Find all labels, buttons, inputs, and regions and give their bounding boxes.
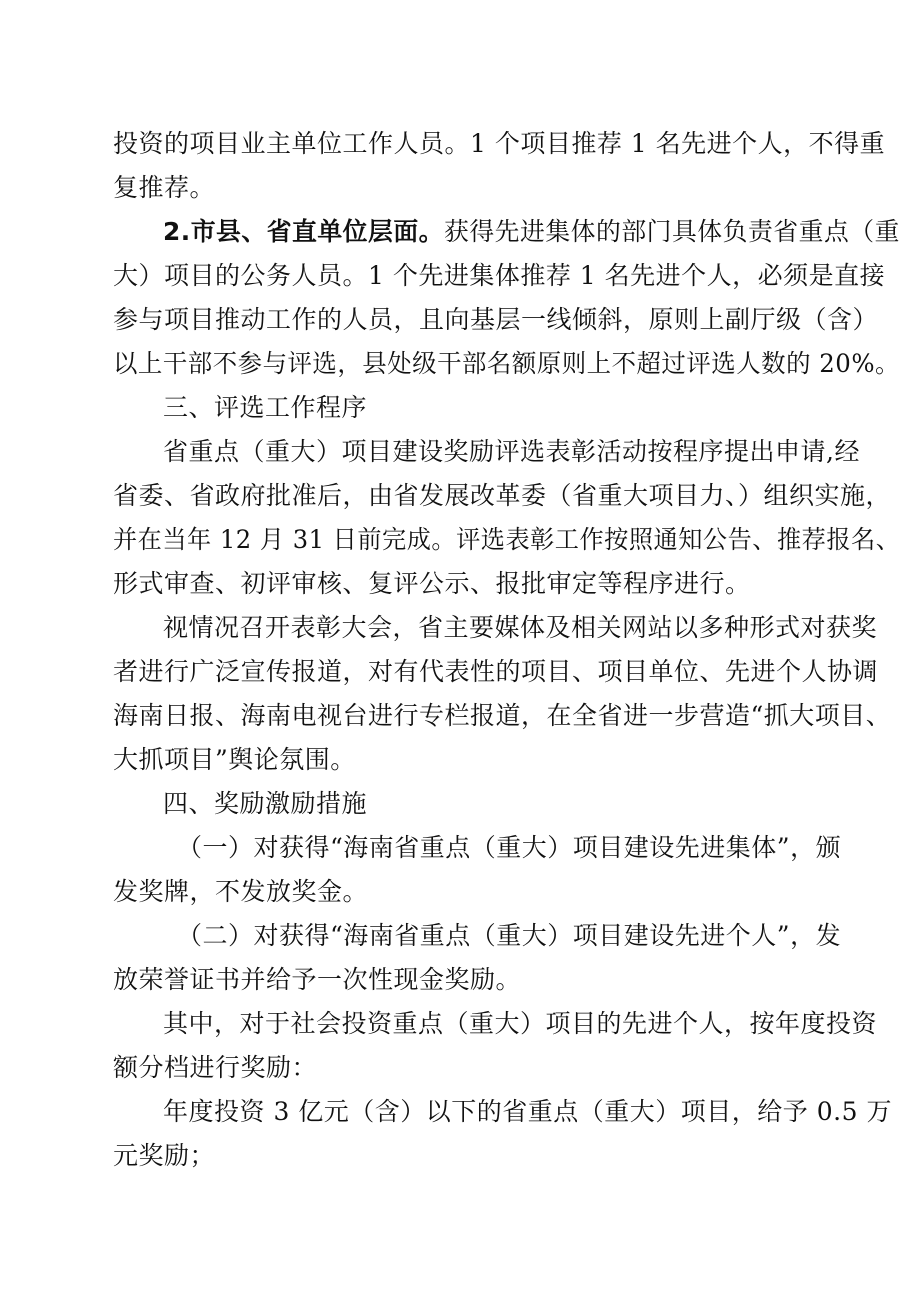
text-line: （一）对获得“海南省重点（重大）项目建设先进集体”，颁 <box>177 833 842 862</box>
text-line: 元奖励； <box>113 1141 216 1170</box>
text-line: 海南日报、海南电视台进行专栏报道，在全省进一步营造“抓大项目、 <box>113 701 892 730</box>
text-line: 以上干部不参与评选，县处级干部名额原则上不超过评选人数的 20%。 <box>113 349 900 378</box>
text-line: 参与项目推动工作的人员，且向基层一线倾斜，原则上副厅级（含） <box>113 305 879 334</box>
section-heading: 三、评选工作程序 <box>163 393 368 422</box>
paragraph-line <box>163 215 900 249</box>
text-line: 省重点（重大）项目建设奖励评选表彰活动按程序提出申请,经 <box>163 437 860 466</box>
text-line: 其中，对于社会投资重点（重大）项目的先进个人，按年度投资 <box>163 1009 878 1038</box>
section-subheading: 2.市县、省直单位层面。 <box>163 217 445 246</box>
text-line: 者进行广泛宣传报道，对有代表性的项目、项目单位、先进个人协调 <box>113 657 879 686</box>
text-line: 省委、省政府批准后，由省发展改革委（省重大项目力、）组织实施， <box>113 481 892 510</box>
text-line: 投资的项目业主单位工作人员。1 个项目推荐 1 名先进个人，不得重 <box>113 129 886 158</box>
text-line: 额分档进行奖励： <box>113 1053 318 1082</box>
text-line: 放荣誉证书并给予一次性现金奖励。 <box>113 965 522 994</box>
text-line: （二）对获得“海南省重点（重大）项目建设先进个人”，发 <box>177 921 842 950</box>
text-span: 获得先进集体的部门具体负责省重点（重 <box>444 217 900 246</box>
text-line: 形式审查、初评审核、复评公示、报批审定等程序进行。 <box>113 569 751 598</box>
text-line: 大）项目的公务人员。1 个先进集体推荐 1 名先进个人，必须是直接 <box>113 261 886 290</box>
text-line: 复推荐。 <box>113 173 216 202</box>
text-line: 发奖牌，不发放奖金。 <box>113 877 369 906</box>
text-line: 视情况召开表彰大会，省主要媒体及相关网站以多种形式对获奖 <box>163 613 878 642</box>
text-line: 年度投资 3 亿元（含）以下的省重点（重大）项目，给予 0.5 万 <box>163 1097 892 1126</box>
text-line: 并在当年 12 月 31 日前完成。评选表彰工作按照通知公告、推荐报名、 <box>113 525 901 554</box>
section-heading: 四、奖励激励措施 <box>163 789 368 818</box>
text-line: 大抓项目”舆论氛围。 <box>113 745 356 774</box>
